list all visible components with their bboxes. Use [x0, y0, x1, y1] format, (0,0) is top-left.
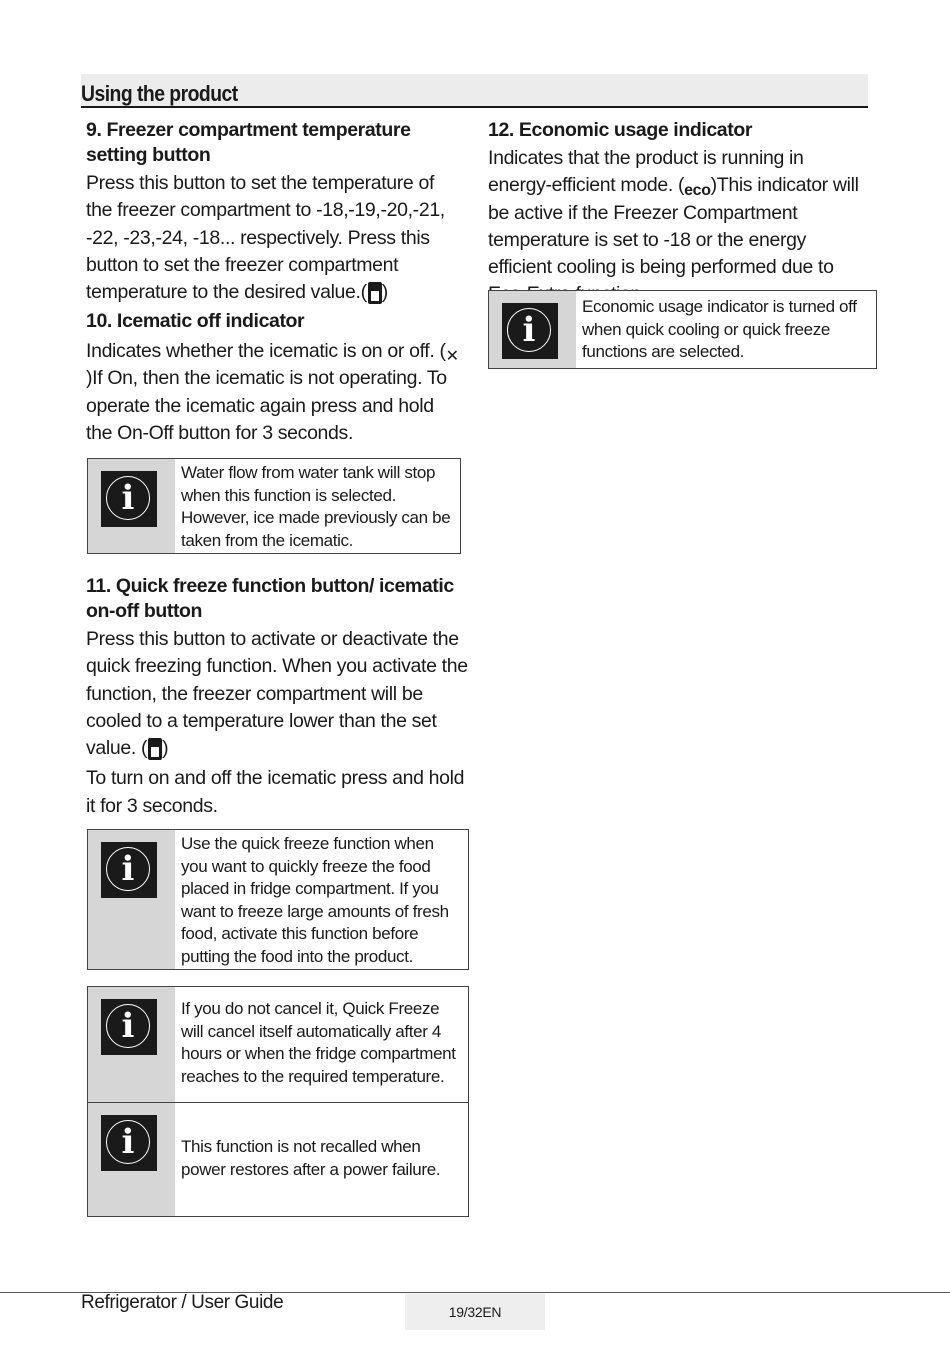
section-10-heading: 10. Icematic off indicator: [86, 310, 305, 332]
info-icon: i: [101, 999, 157, 1055]
section-11: [86, 574, 468, 820]
freezer-setting-icon: [368, 282, 382, 304]
section-9: [86, 118, 464, 306]
note-text: Economic usage indicator is turned off when quick cooling or quick freeze functions are selected.: [582, 297, 857, 362]
section-11-heading: 11. Quick freeze function button/ icematic on-off button: [86, 575, 454, 622]
section-12-heading: 12. Economic usage indicator: [488, 119, 753, 141]
note-text: If you do not cancel it, Quick Freeze will cancel itself automatically after 4 hours or when the fridge compartment reaches to the required temperature.: [181, 999, 456, 1086]
section-11-body-2: To turn on and off the icematic press and hold it for 3 seconds.: [86, 767, 465, 817]
info-icon: i: [101, 471, 157, 527]
section-9-body: Press this button to set the temperature of the freezer compartment to -18,-19,-20,-21, -22, -23,-24, -18... respectively. Press this button to set the freezer compartment temperature to the desired value.( ): [86, 172, 445, 304]
note-text: Water flow from water tank will stop when this function is selected. However, ice made previously can be taken from the icematic.: [181, 463, 451, 550]
eco-icon: eco: [684, 182, 711, 200]
page-title: Using the product: [81, 81, 238, 106]
info-note-power-failure: [87, 1102, 469, 1217]
quick-freeze-icon: [148, 738, 162, 760]
icematic-off-icon: ✕: [445, 348, 459, 365]
section-12: [488, 118, 872, 309]
info-icon: i: [101, 1115, 157, 1171]
info-note-quick-freeze: [87, 829, 469, 970]
info-note-water-flow: [87, 458, 461, 554]
section-9-heading: 9. Freezer compartment temperature setting button: [86, 119, 411, 166]
info-note-eco: [488, 290, 877, 369]
note-text: Use the quick freeze function when you want to quickly freeze the food placed in fridge compartment. If you want to freeze large amounts of fresh food, activate this function before putting the food into the product.: [181, 834, 449, 966]
info-note-auto-cancel: [87, 986, 469, 1103]
note-text: This function is not recalled when power restores after a power failure.: [181, 1137, 441, 1179]
section-header-band: [81, 74, 868, 108]
page-number: 19/32EN: [405, 1294, 545, 1330]
section-12-body: Indicates that the product is running in energy-efficient mode. (eco)This indicator will be active if the Freezer Compartment temperature is set to -18 or the energy efficient cooling is being performed due to: [488, 147, 859, 279]
info-icon: i: [101, 842, 157, 898]
section-10-body: Indicates whether the icematic is on or off. (✕)If On, then the icematic is not operating. To operate the icematic again press and hold the On-Off button for 3 seconds.: [86, 340, 459, 444]
footer-guide-title: Refrigerator / User Guide: [81, 1292, 284, 1313]
section-11-body: Press this button to activate or deactivate the quick freezing function. When you activate the function, the freezer compartment will be cooled to a temperature lower than the set value. ( ): [86, 628, 468, 760]
section-10: [86, 309, 464, 447]
info-icon: i: [502, 303, 558, 359]
